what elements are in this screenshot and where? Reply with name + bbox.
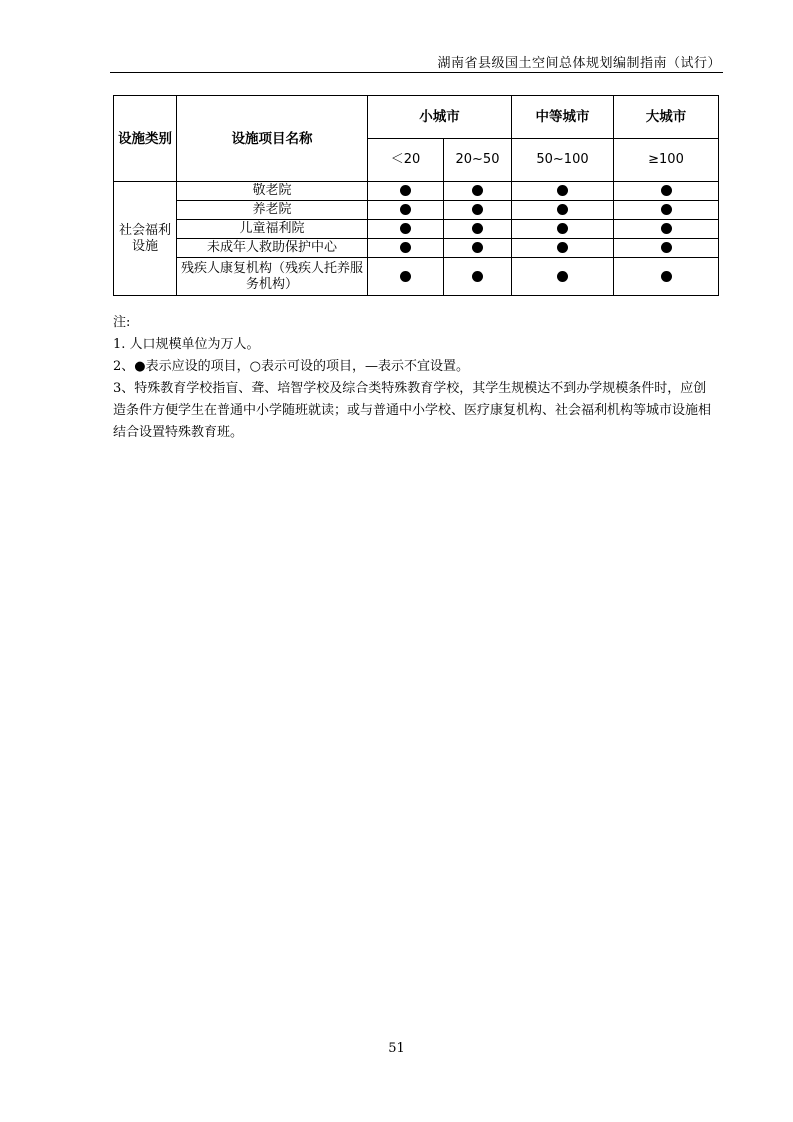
required-dot-icon: [400, 204, 411, 215]
facility-name: 儿童福利院: [177, 220, 368, 239]
header-large-city: 大城市: [614, 96, 719, 139]
required-dot-icon: [472, 185, 483, 196]
required-mark: [614, 220, 719, 239]
required-mark: [368, 239, 444, 258]
required-dot-icon: [472, 271, 483, 282]
required-mark: [368, 201, 444, 220]
required-dot-icon: [472, 242, 483, 253]
required-mark: [614, 258, 719, 296]
header-range-over-100: ≥100: [614, 139, 719, 182]
required-mark: [512, 239, 614, 258]
facility-name: 残疾人康复机构（残疾人托养服务机构）: [177, 258, 368, 296]
required-dot-icon: [400, 271, 411, 282]
required-mark: [512, 182, 614, 201]
required-dot-icon: [400, 242, 411, 253]
header-range-under-20: ＜20: [368, 139, 444, 182]
header-medium-city: 中等城市: [512, 96, 614, 139]
required-mark: [444, 220, 512, 239]
required-mark: [368, 182, 444, 201]
required-dot-icon: [661, 204, 672, 215]
required-dot-icon: [557, 271, 568, 282]
note-item: 3、特殊教育学校指盲、聋、培智学校及综合类特殊教育学校，其学生规模达不到办学规模条件时，应创造条件方便学生在普通中小学随班就读；或与普通中小学校、医疗康复机构、社会福利机构等城市设施相结合设置特殊教育班。: [113, 381, 712, 440]
required-dot-icon: [557, 204, 568, 215]
required-dot-icon: [557, 185, 568, 196]
required-mark: [444, 201, 512, 220]
table-row: [114, 201, 719, 220]
required-dot-icon: [472, 204, 483, 215]
required-mark: [614, 239, 719, 258]
required-dot-icon: [557, 242, 568, 253]
header-category: 设施类别: [114, 96, 177, 182]
table-row: [114, 239, 719, 258]
category-cell: 社会福利设施: [114, 182, 177, 296]
required-dot-icon: [472, 223, 483, 234]
page-number: 51: [388, 1041, 405, 1056]
page-header: 湖南省县级国土空间总体规划编制指南（试行）: [437, 56, 721, 71]
notes-section: [113, 312, 719, 444]
header-rule: [110, 72, 723, 73]
header-range-20-50: 20~50: [444, 139, 512, 182]
table-row: [114, 258, 719, 296]
header-facility-name: 设施项目名称: [177, 96, 368, 182]
required-mark: [368, 220, 444, 239]
facility-name: 养老院: [177, 201, 368, 220]
note-item: 2、●表示应设的项目，○表示可设的项目，—表示不宜设置。: [113, 359, 469, 374]
facility-name: 未成年人救助保护中心: [177, 239, 368, 258]
required-dot-icon: [400, 185, 411, 196]
required-dot-icon: [661, 223, 672, 234]
required-dot-icon: [661, 185, 672, 196]
required-mark: [614, 182, 719, 201]
facility-table: [113, 95, 719, 296]
header-small-city: 小城市: [368, 96, 512, 139]
required-mark: [444, 258, 512, 296]
required-mark: [444, 182, 512, 201]
required-dot-icon: [661, 271, 672, 282]
required-mark: [512, 258, 614, 296]
required-mark: [368, 258, 444, 296]
table-row: [114, 182, 719, 201]
required-mark: [444, 239, 512, 258]
table-row: [114, 220, 719, 239]
header-range-50-100: 50~100: [512, 139, 614, 182]
required-dot-icon: [661, 242, 672, 253]
required-dot-icon: [557, 223, 568, 234]
required-mark: [512, 201, 614, 220]
facility-name: 敬老院: [177, 182, 368, 201]
note-item: 1. 人口规模单位为万人。: [113, 337, 260, 352]
required-mark: [512, 220, 614, 239]
notes-label: 注:: [113, 315, 131, 330]
required-dot-icon: [400, 223, 411, 234]
required-mark: [614, 201, 719, 220]
